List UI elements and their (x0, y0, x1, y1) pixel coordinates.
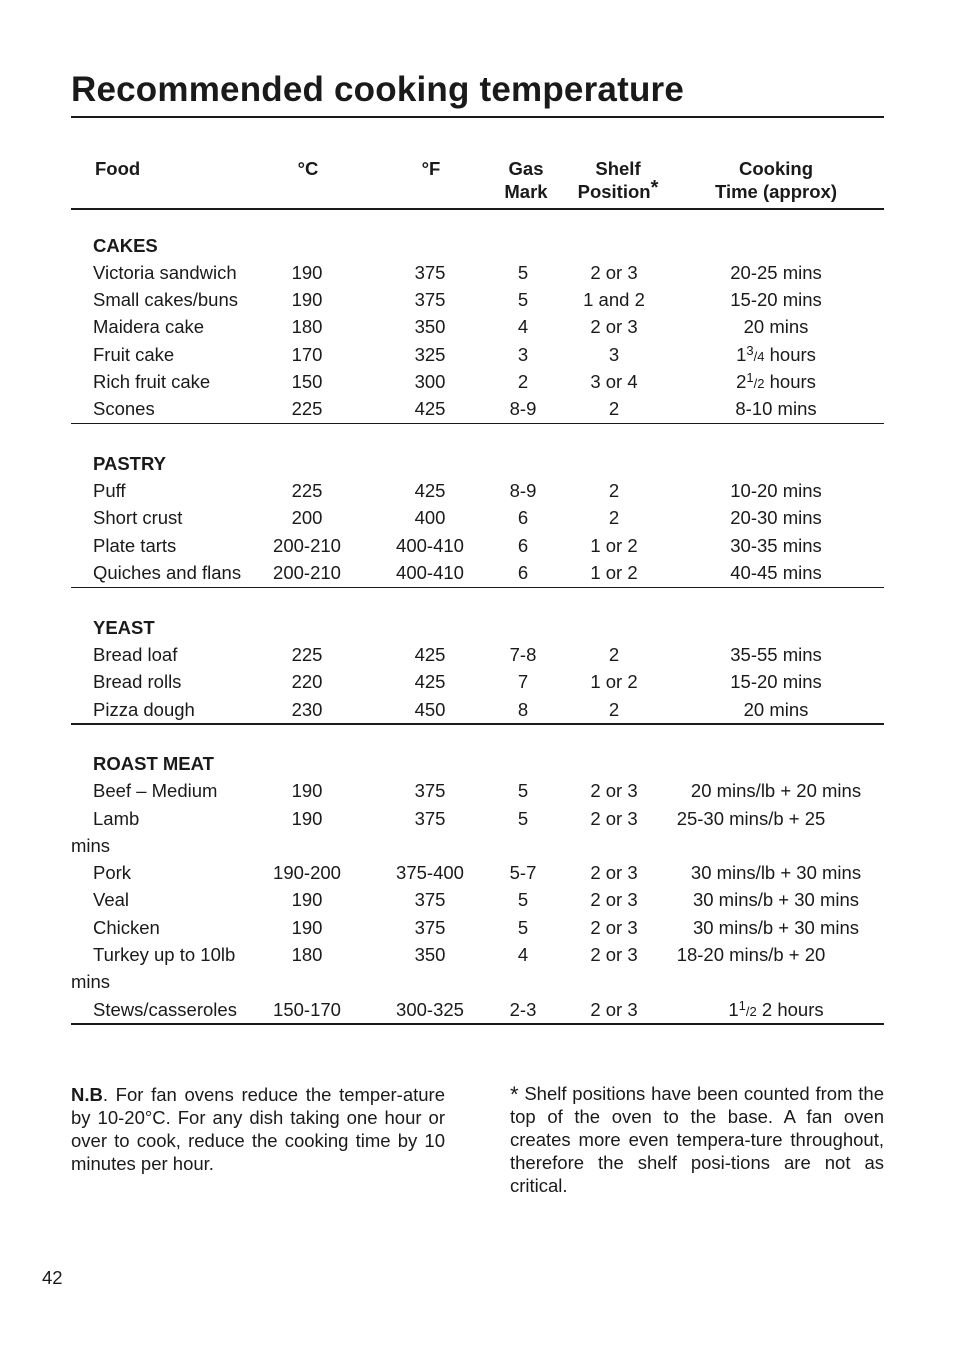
shelf-position-note: * Shelf positions have been counted from the top of the oven to the base. A fan oven creates more even tempera-ture throughout, therefore the shelf posi-tions are not as critical. (510, 1082, 890, 1196)
section-heading: YEAST (93, 617, 155, 638)
table-row: Plate tarts 200-210 400-410 6 1 or 2 30-35 mins (93, 535, 822, 556)
table-row: Short crust 200 400 6 2 20-30 mins (93, 507, 822, 528)
table-row: Rich fruit cake 150 300 2 3 or 4 $2^1/2$ hours (93, 370, 816, 392)
fan-oven-note: N.B. For fan ovens reduce the temper-ature by 10-20°C. For any dish taking one hour or over to cook, reduce the cooking time by 10 minutes per hour. (71, 1084, 445, 1174)
header-food: Food (95, 158, 141, 179)
table-row: Chicken 190 375 5 2 or 3 30 mins/b + 30 mins (93, 917, 860, 938)
title-rule (71, 116, 884, 118)
table-row: Small cakes/buns 190 375 5 1 and 2 15-20 mins (93, 289, 822, 310)
asterisk-mark: * (650, 177, 659, 199)
header-celsius: °C (297, 158, 319, 179)
table-bottom-rule (71, 1023, 884, 1025)
header-fahrenheit: °F (421, 158, 441, 179)
table-row: Bread loaf 225 425 7-8 2 35-55 mins (93, 644, 822, 665)
table-row: Maidera cake 180 350 4 2 or 3 20 mins (93, 316, 809, 337)
page-title: Recommended cooking temperature (71, 70, 685, 109)
table-row: Veal 190 375 5 2 or 3 30 mins/b + 30 mins (93, 889, 860, 910)
table-row: Pizza dough 230 450 8 2 20 mins (93, 699, 809, 720)
wrapped-text: mins (71, 971, 111, 992)
table-row: Quiches and flans 200-210 400-410 6 1 or 2 40-45 mins (93, 562, 822, 583)
table-row: Turkey up to 10lb 180 350 4 2 or 3 18-20 mins/b + 20 (93, 944, 826, 965)
wrapped-text: mins (71, 835, 111, 856)
table-row: Stews/casseroles 150-170 300-325 2-3 2 or 3 $1^1/2$ 2 hours (93, 998, 824, 1020)
section-heading: CAKES (93, 235, 158, 256)
table-row: Victoria sandwich 190 375 5 2 or 3 20-25 mins (93, 262, 822, 283)
cooking-time-fraction: $1^1/2$ 2 hours (728, 998, 824, 1020)
cooking-time-fraction: $2^1/2$ hours (736, 370, 816, 392)
header-rule (71, 208, 884, 210)
section-heading: PASTRY (93, 453, 166, 474)
page-number: 42 (42, 1267, 63, 1288)
header-cooking-time: Cooking Time (approx) (715, 158, 837, 202)
asterisk-mark: * (510, 1082, 519, 1107)
header-gas-mark: Gas Mark (504, 158, 548, 202)
table-row: Pork 190-200 375-400 5-7 2 or 3 30 mins/lb + 30 mins (93, 862, 862, 883)
table-row: Scones 225 425 8-9 2 8-10 mins (93, 398, 817, 419)
header-shelf-position: Shelf Position* (577, 158, 659, 202)
section-heading: ROAST MEAT (93, 753, 214, 774)
table-row: Puff 225 425 8-9 2 10-20 mins (93, 480, 822, 501)
section-divider (71, 723, 884, 725)
table-row: Lamb 190 375 5 2 or 3 25-30 mins/b + 25 (93, 808, 826, 829)
table-row: Fruit cake 170 325 3 3 $1^3/4$ hours (93, 343, 816, 365)
table-row: Bread rolls 220 425 7 1 or 2 15-20 mins (93, 671, 822, 692)
section-divider (71, 423, 884, 424)
cooking-time-fraction: $1^3/4$ hours (736, 343, 816, 365)
table-row: Beef – Medium 190 375 5 2 or 3 20 mins/lb + 20 mins (93, 780, 862, 801)
section-divider (71, 587, 884, 588)
